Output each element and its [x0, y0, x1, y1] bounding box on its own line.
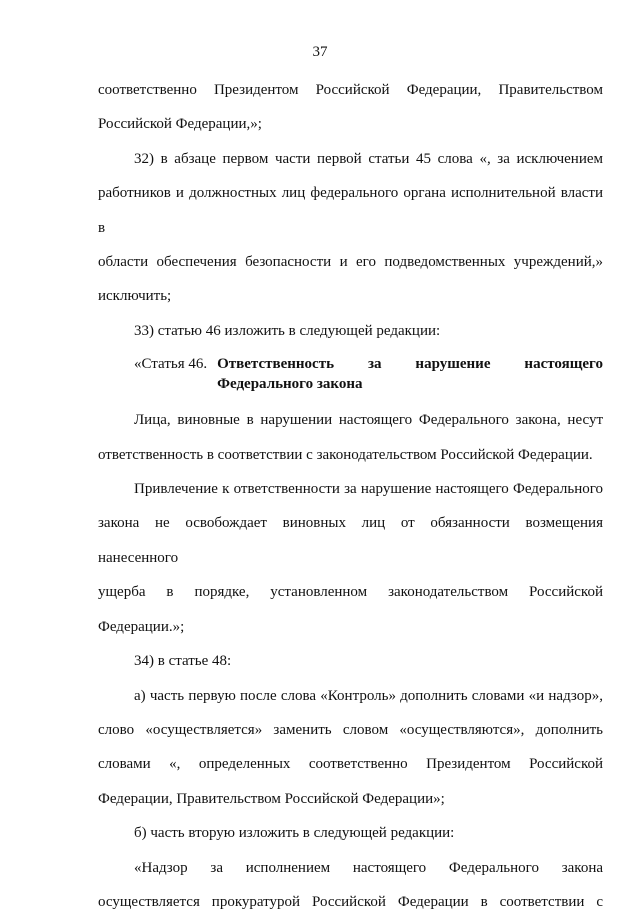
text-line: а) часть первую после слова «Контроль» дополнить словами «и надзор», [134, 687, 603, 704]
text-line: Федерации, Правительством Российской Федерации»; [98, 790, 445, 807]
text-line: работников и должностных лиц федерального органа исполнительной власти в [98, 185, 603, 236]
text-line: исключить; [98, 288, 172, 305]
text-line: осуществляется прокуратурой Российской Федерации в соответствии с [98, 893, 603, 910]
text-line: закона не освобождает виновных лиц от обязанности возмещения нанесенного [98, 515, 603, 566]
text-line: «Надзор за исполнением настоящего Федерального закона [134, 859, 603, 876]
text-line: б) часть вторую изложить в следующей редакции: [134, 825, 455, 842]
text-line: ответственность в соответствии с законодательством Российской Федерации. [98, 446, 593, 463]
text-line: Лица, виновные в нарушении настоящего Федерального закона, несут [134, 412, 603, 429]
text-line: слово «осуществляется» заменить словом «осуществляются», дополнить [98, 721, 603, 738]
article-heading [98, 348, 603, 403]
text-line: Федерации.»; [98, 618, 185, 635]
document-body [98, 73, 603, 919]
article-title [217, 354, 603, 394]
page-number: 37 [312, 44, 328, 60]
text-line: 34) в статье 48: [134, 653, 232, 670]
article-number: «Статья 46. [134, 356, 208, 373]
text-line: соответственно Президентом Российской Федерации, Правительством [98, 82, 603, 98]
text-line: ущерба в порядке, установленном законодательством Российской [98, 584, 603, 601]
article-title-line: Ответственность за нарушение настоящего [217, 356, 603, 373]
article-title-line: Федерального закона [217, 376, 363, 393]
text-line: области обеспечения безопасности и его подведомственных учреждений,» [98, 254, 603, 271]
text-line: Привлечение к ответственности за нарушение настоящего Федерального [134, 481, 603, 498]
text-line: словами «, определенных соответственно Президентом Российской [98, 756, 603, 773]
text-line: 32) в абзаце первом части первой статьи 45 слова «, за исключением [134, 150, 603, 167]
text-line: 33) статью 46 изложить в следующей редакции: [134, 322, 441, 339]
text-line: Российской Федерации,»; [98, 116, 262, 133]
